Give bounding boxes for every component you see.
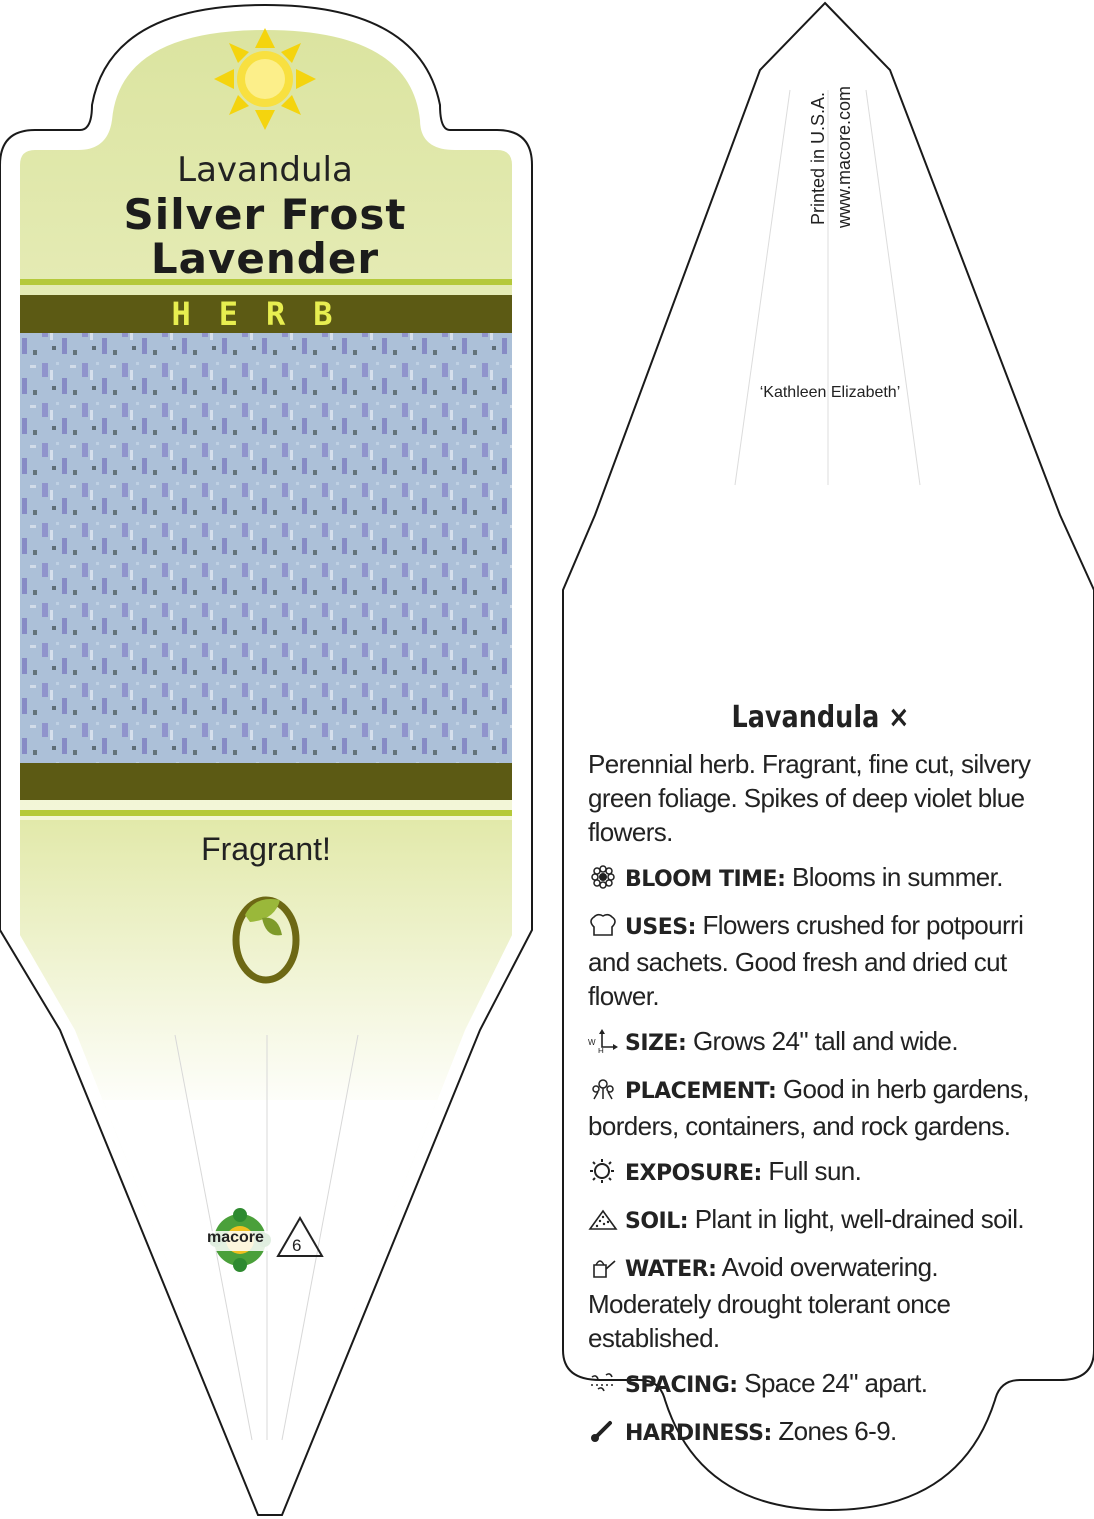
genus-title: Lavandula <box>177 150 353 190</box>
attr-uses: USES: Flowers crushed for potpourri and sachets. Good fresh and dried cut flower. <box>588 910 1024 1011</box>
plant-name-line2: Lavender <box>150 234 380 283</box>
sun-icon <box>214 28 316 130</box>
flower-icon <box>588 865 618 889</box>
plant-name-line1: Silver Frost <box>123 190 407 239</box>
tagline: Fragrant! <box>201 831 331 867</box>
attr-placement: PLACEMENT: Good in herb gardens, borders, containers, and rock gardens. <box>588 1074 1030 1141</box>
placement-flowers-icon <box>588 1077 618 1101</box>
brand-text: macore <box>207 1229 264 1246</box>
category-label: HERB <box>171 295 361 333</box>
svg-text:H: H <box>598 1047 604 1053</box>
recycle-code: 6 <box>292 1236 302 1255</box>
description-text: Perennial herb. Fragrant, fine cut, silvery green foliage. Spikes of deep violet blue flowers. <box>588 749 1031 847</box>
chef-hat-icon <box>588 913 618 937</box>
description-block <box>588 700 1053 1451</box>
attr-spacing: SPACING: Space 24" apart. <box>588 1366 1053 1403</box>
printed-in: Printed in U.S.A. <box>808 91 828 225</box>
cultivar-name: ‘Kathleen Elizabeth’ <box>759 384 901 401</box>
sun-outline-icon <box>588 1159 618 1183</box>
species-title: Lavandula × <box>731 700 910 735</box>
attr-size: W H SIZE: Grows 24" tall and wide. <box>588 1026 959 1056</box>
thermometer-icon <box>588 1419 618 1443</box>
attr-water: WATER: Avoid overwatering. Moderately drought tolerant once established. <box>588 1252 951 1353</box>
spacing-plants-icon <box>588 1371 618 1395</box>
size-arrows-icon <box>588 1029 618 1053</box>
website: www.macore.com <box>834 85 854 228</box>
attr-soil: SOIL: Plant in light, well-drained soil. <box>588 1202 1053 1239</box>
attr-bloom-time: BLOOM TIME: Blooms in summer. <box>588 860 1053 897</box>
attr-hardiness: HARDINESS: Zones 6-9. <box>588 1414 1053 1451</box>
svg-text:W: W <box>588 1038 595 1047</box>
watering-can-icon <box>588 1255 618 1279</box>
attr-exposure: EXPOSURE: Full sun. <box>588 1154 1053 1191</box>
soil-mound-icon <box>588 1207 618 1231</box>
